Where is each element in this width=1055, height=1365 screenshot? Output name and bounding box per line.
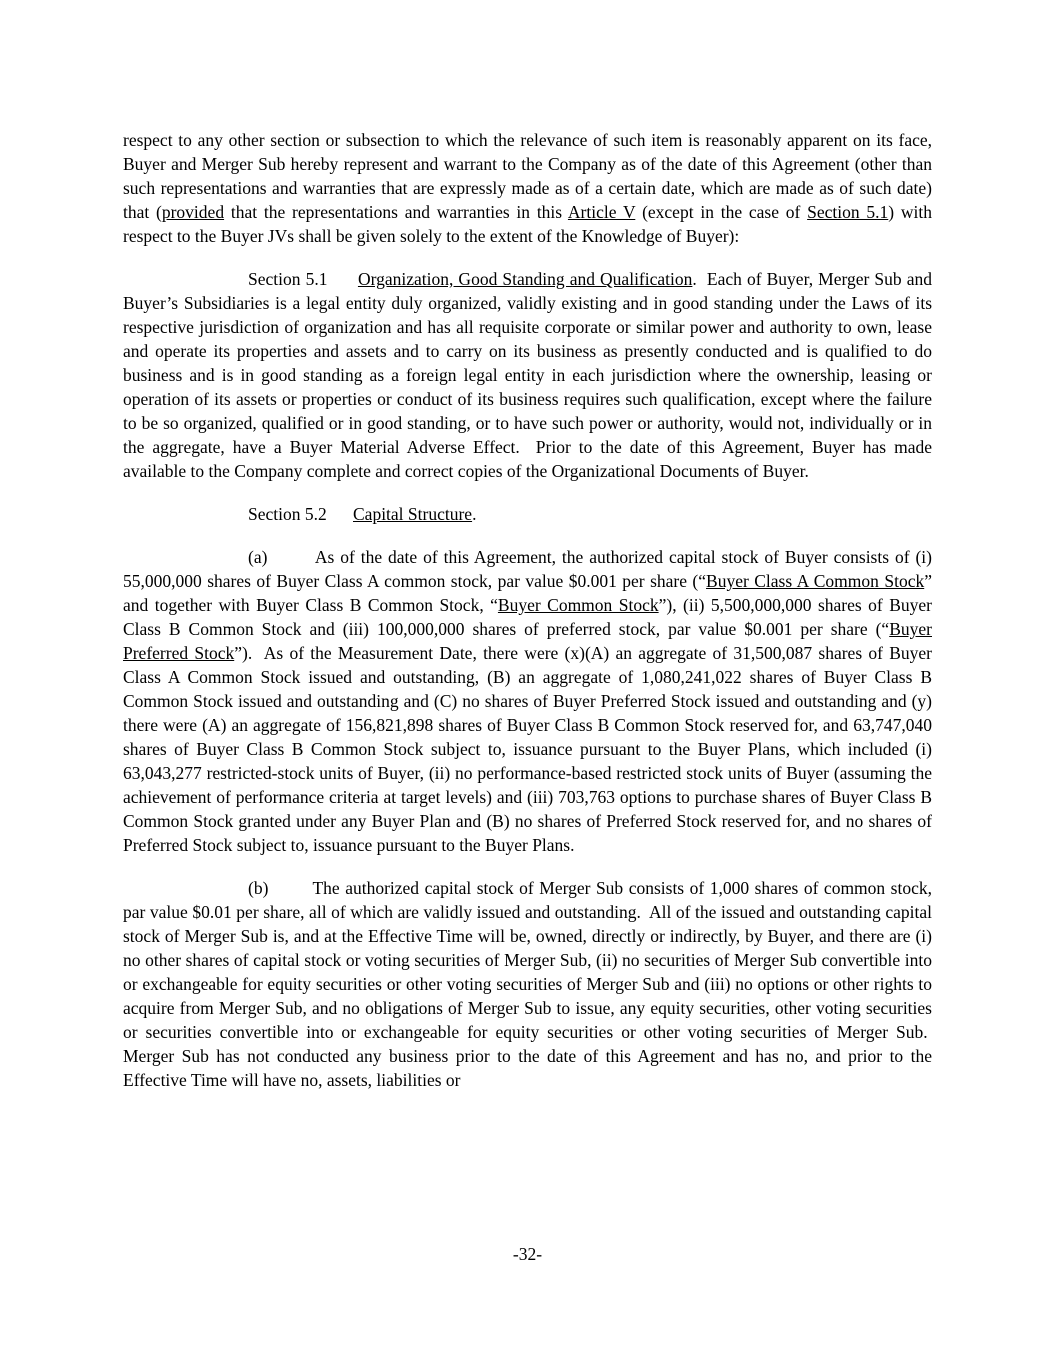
document-body — [123, 128, 932, 1092]
heading-section-5-2: Section 5.2 Capital Structure. — [248, 504, 477, 524]
paragraph-subsection-b: (b) The authorized capital stock of Merger Sub consists of 1,000 shares of common stock, par value $0.01 per share, all of which are validly issued and outstanding. All of the issued and outstanding capital stock of Merger Sub is, and at the Effective Time will be, owned, directly or indirectly, by Buyer, and there are (i) no other shares of capital stock or voting securities of Merger Sub, (ii) no securities of Merger Sub convertible into or exchangeable for equity securities or other voting securities of Merger Sub and (iii) no options or other rights to acquire from Merger Sub, and no obligations of Merger Sub to issue, any equity securities, other voting securities or securities convertible into or exchangeable for equity securities or other voting securities of Merger Sub. Merger Sub has not conducted any business prior to the date of this Agreement and has no, and prior to the Effective Time will have no, assets, liabilities or — [123, 878, 932, 1090]
paragraph-intro: respect to any other section or subsection to which the relevance of such item is reasonably apparent on its face, Buyer and Merger Sub hereby represent and warrant to the Company as of the date of this Agreement (other than such representations and warranties that are expressly made as of a certain date, which are made as of such date) that (provided that the representations and warranties in this Article V (except in the case of Section 5.1) with respect to the Buyer JVs shall be given solely to the extent of the Knowledge of Buyer): — [123, 130, 932, 246]
page-number: -32- — [512, 1244, 543, 1264]
paragraph-subsection-a: (a) As of the date of this Agreement, the authorized capital stock of Buyer consists of (i) 55,000,000 shares of Buyer Class A common stock, par value $0.001 per share (“Buyer Class A Common Stock” and together with Buyer Class B Common Stock, “Buyer Common Stock”), (ii) 5,500,000,000 shares of Buyer Class B Common Stock and (iii) 100,000,000 shares of preferred stock, par value $0.001 per share (“Buyer Preferred Stock”). As of the Measurement Date, there were (x)(A) an aggregate of 31,500,087 shares of Buyer Class A Common Stock issued and outstanding, (B) an aggregate of 1,080,241,022 shares of Buyer Class B Common Stock issued and outstanding and (C) no shares of Buyer Preferred Stock issued and outstanding and (y) there were (A) an aggregate of 156,821,898 shares of Buyer Class B Common Stock reserved for, and 63,747,040 shares of Buyer Class B Common Stock subject to, issuance pursuant to the Buyer Plans, which included (i) 63,043,277 restricted-stock units of Buyer, (ii) no performance-based restricted stock units of Buyer (assuming the achievement of performance criteria at target levels) and (iii) 703,763 options to purchase shares of Buyer Class B Common Stock granted under any Buyer Plan and (B) no shares of Preferred Stock reserved for, and no shares of Preferred Stock subject to, issuance pursuant to the Buyer Plans. — [123, 547, 932, 855]
paragraph-section-5-1: Section 5.1 Organization, Good Standing and Qualification. Each of Buyer, Merger Sub and Buyer’s Subsidiaries is a legal entity duly organized, validly existing and in good standing under the Laws of its respective jurisdiction of organization and has all requisite corporate or similar power and authority to own, lease and operate its properties and assets and to carry on its business as presently conducted and is qualified to do business and is in good standing as a foreign legal entity in each jurisdiction where the ownership, leasing or operation of its assets or properties or conduct of its business requires such qualification, except where the failure to be so organized, qualified or in good standing, or to have such power or authority, would not, individually or in the aggregate, have a Buyer Material Adverse Effect. Prior to the date of this Agreement, Buyer has made available to the Company complete and correct copies of the Organizational Documents of Buyer. — [123, 269, 933, 481]
